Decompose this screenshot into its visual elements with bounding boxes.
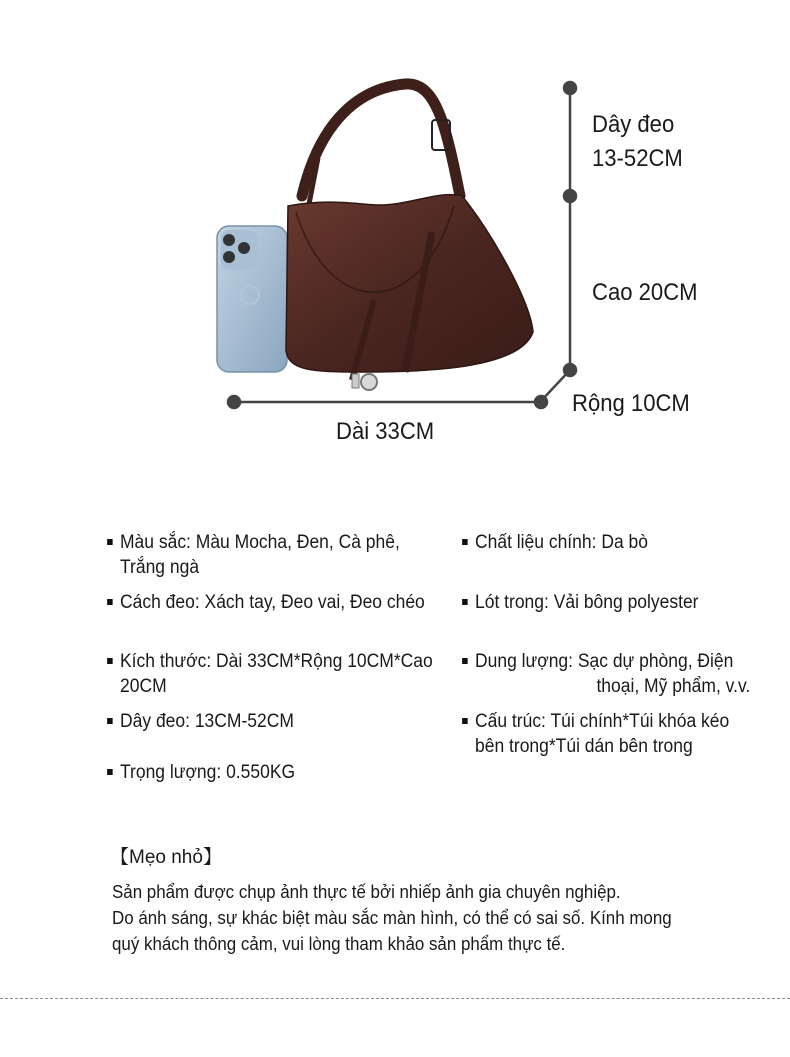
spec-structure: Cấu trúc: Túi chính*Túi khóa kéo bên trong*Túi dán bên trong [475,709,751,759]
tip-line-3: quý khách thông cảm, vui lòng tham khảo sản phẩm thực tế. [112,934,566,954]
length-dimension-label: Dài 33CM [336,418,435,445]
width-dimension-label: Rộng 10CM [572,390,690,417]
height-dimension-label: Cao 20CM [592,279,698,306]
product-figure [0,0,790,460]
strap-dimension-value: 13-52CM [592,145,683,172]
bullet-icon [107,718,113,724]
tip-title: 【Mẹo nhỏ】 [110,847,222,868]
bullet-icon [462,658,468,664]
spec-capacity: Dung lượng: Sạc dự phòng, Điện thoại, Mỹ phẩm, v.v. [475,649,769,699]
phone-scale-reference [217,226,287,372]
strap-dimension-label: Dây đeo [592,111,675,138]
bullet-icon [462,599,468,605]
spec-lining: Lót trong: Vải bông polyester [475,590,769,615]
spec-color: Màu sắc: Màu Mocha, Đen, Cà phê, Trắng ngà [120,530,424,580]
tip-line-2: Do ánh sáng, sự khác biệt màu sắc màn hình, có thể có sai số. Kính mong [112,908,672,928]
dashed-divider [0,998,790,999]
bullet-icon [462,539,468,545]
bullet-icon [462,718,468,724]
bullet-icon [107,769,113,775]
tip-line-1: Sản phẩm được chụp ảnh thực tế bởi nhiếp ảnh gia chuyên nghiệp. [112,882,621,902]
spec-strap: Dây đeo: 13CM-52CM [120,709,451,734]
bullet-icon [107,539,113,545]
spec-carry: Cách đeo: Xách tay, Đeo vai, Đeo chéo [120,590,451,615]
bullet-icon [107,599,113,605]
spec-size: Kích thước: Dài 33CM*Rộng 10CM*Cao 20CM [120,649,447,699]
spec-material: Chất liệu chính: Da bò [475,530,769,555]
spec-weight: Trọng lượng: 0.550KG [120,760,451,785]
bullet-icon [107,658,113,664]
